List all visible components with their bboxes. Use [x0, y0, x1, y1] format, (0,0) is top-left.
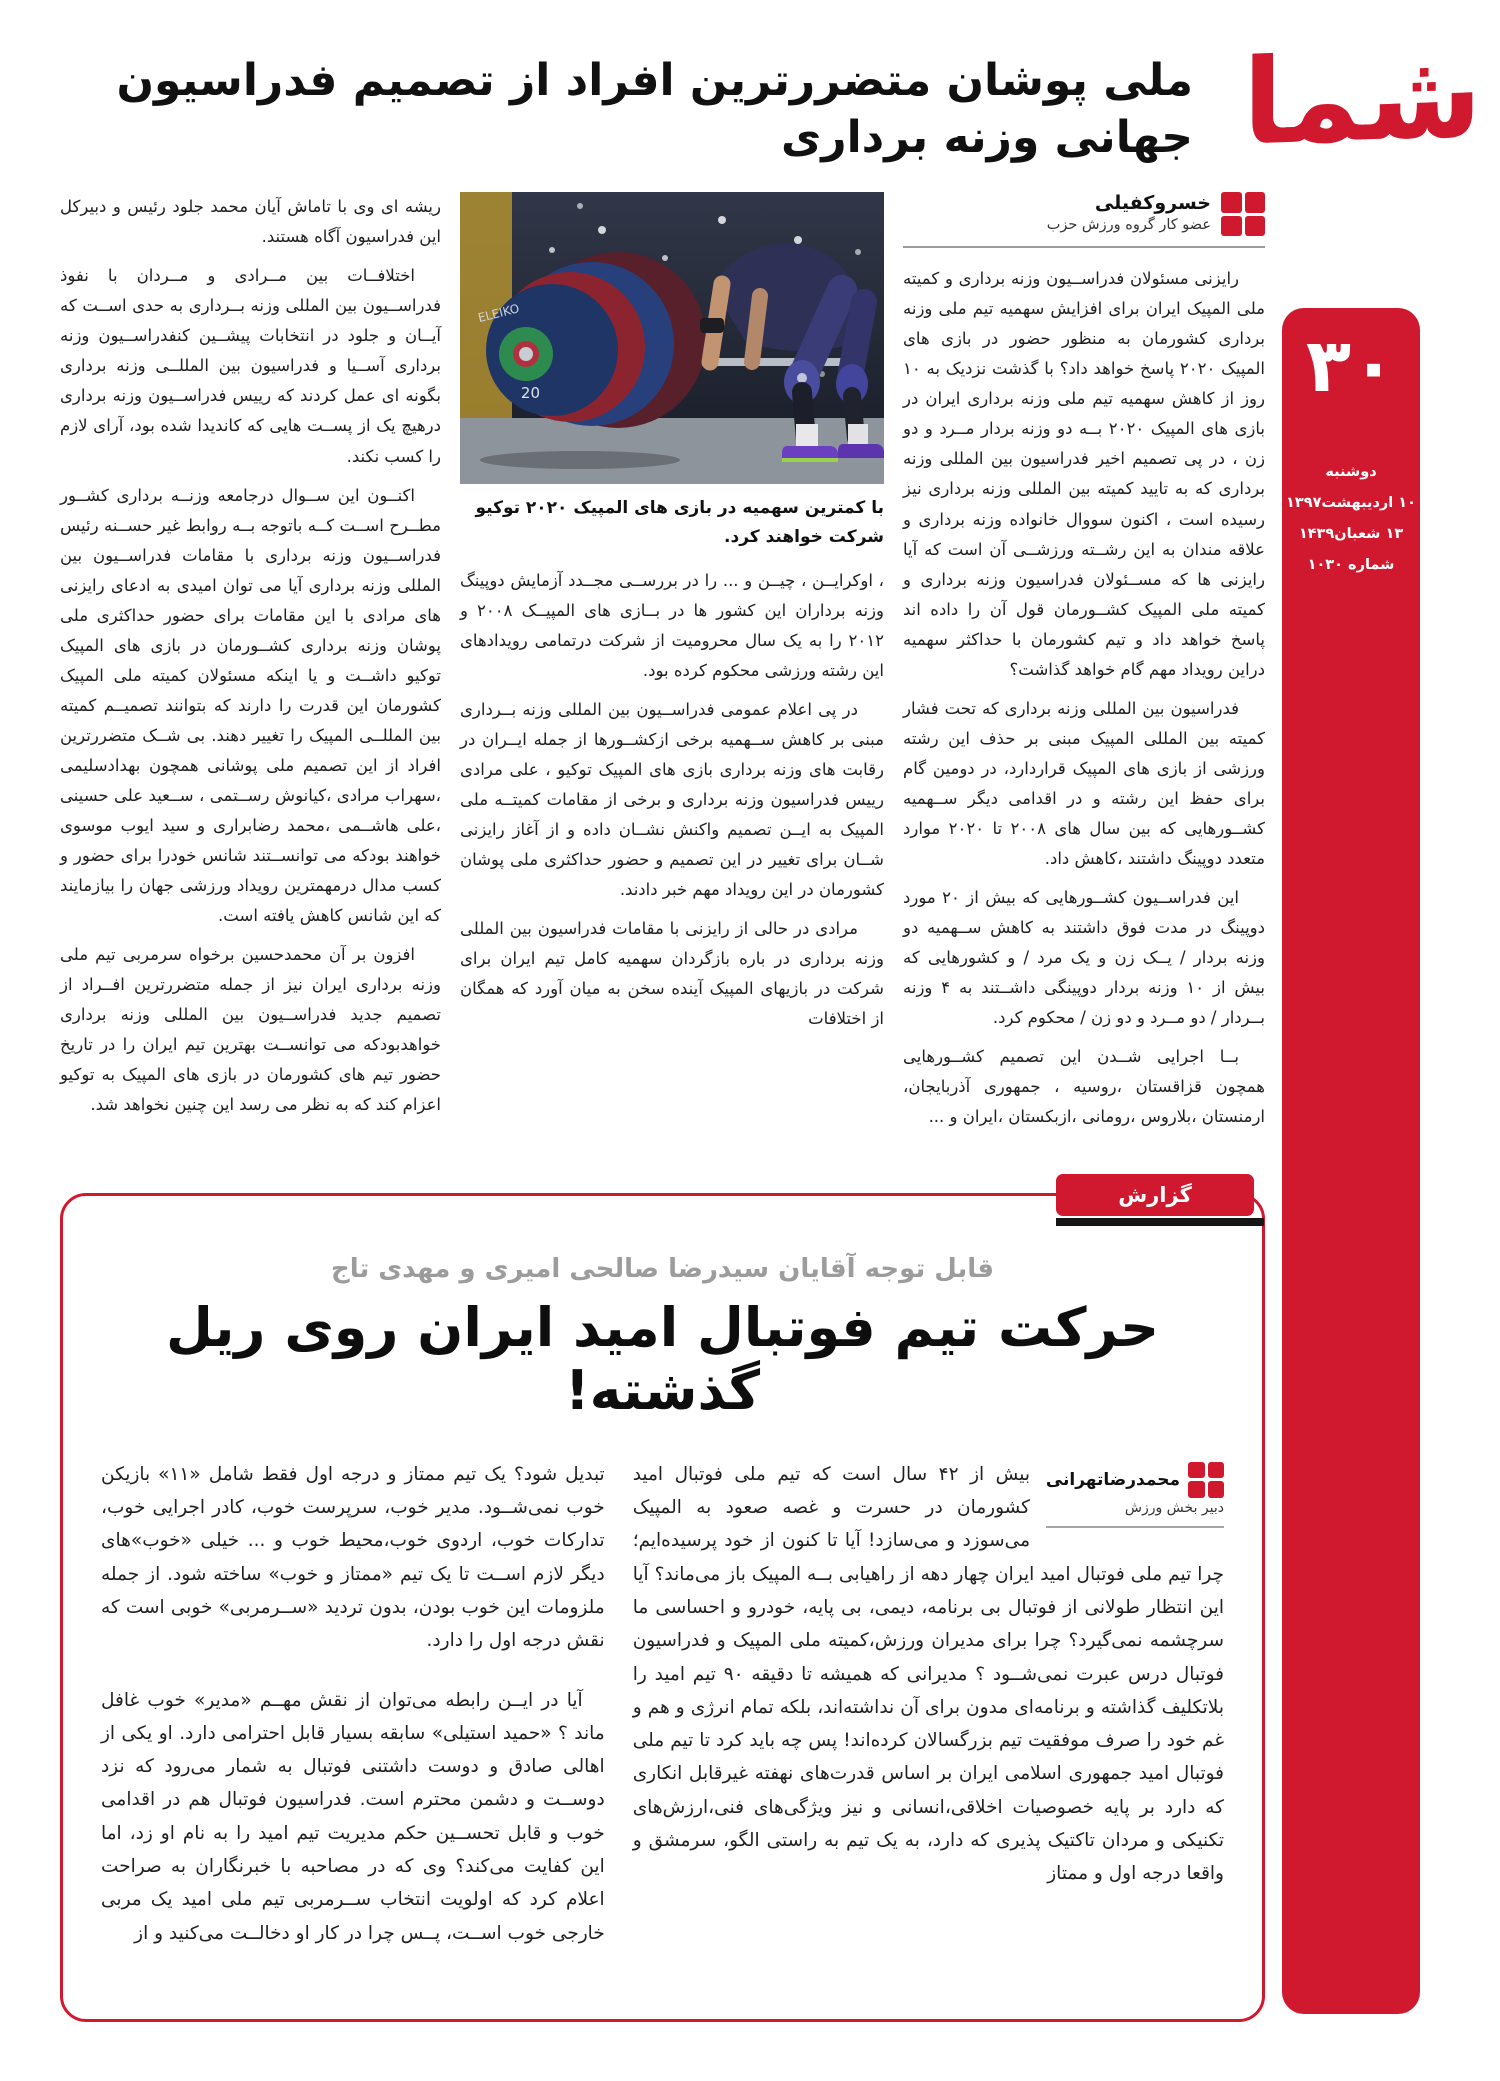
photo-caption: با کمترین سهمیه در بازی های المپیک ۲۰۲۰ توکیو شرکت خواهند کرد.	[475, 498, 884, 548]
body-paragraph: بــا اجرایی شــدن این تصمیم کشــورهایی همچون قزاقستان ،روسیه ، جمهوری آذربایجان، ارمنستان ،بلاروس ،رومانی ،ازبکستان ،ایران و ...	[903, 1046, 1265, 1126]
weekday: دوشنبه	[1325, 463, 1377, 480]
report-label: گزارش	[1056, 1174, 1254, 1216]
article1-column-middle	[460, 192, 884, 1043]
report-columns	[101, 1458, 1224, 1959]
date-solar: ۱۰ اردیبهشت۱۳۹۷	[1286, 494, 1416, 511]
body-paragraph: افزون بر آن محمدحسین برخواه سرمربی تیم ملی وزنه برداری ایران نیز از جمله متضررترین افــراد از تصمیم جدید فدراســیون بین المللی وزنه برداری خواهدبودکه می توانســت بهترین تیم ایران را در تاریخ حضور تیم های کشورمان در بازی های المپیک به توکیو اعزام کند که به نظر می رسد این چنین نخواهد شد.	[60, 944, 441, 1114]
body-paragraph: در پی اعلام عمومی فدراســیون بین المللی وزنه بــرداری مبنی بر کاهش ســهمیه برخی ازکشــورها از جمله ایــران در رقابت های وزنه برداری بازی های المپیک توکیو ، علی مرادی رییس فدراسیون وزنه برداری و برخی از مقامات کمیتــه ملی المپیک به ایــن تصمیم واکنش نشــان داده و از آغاز رایزنی شــان برای تغییر در این تصمیم و حضور حداکثری ملی پوشان کشورمان در این رویداد مهم خبر دادند.	[460, 700, 884, 900]
report-byline	[1046, 1462, 1224, 1528]
party-squares-icon	[1188, 1462, 1224, 1498]
body-paragraph: آیا در ایــن رابطه می‌توان از نقش مهــم «مدیر» خوب غافل ماند ؟ «حمید استیلی» سابقه بسیار قابل احترامی دارد. او یکی از اهالی صادق و دوست داشتنی فوتبال به شمار می‌رود که نزد دوســت و دشمن محترم است. فدراسیون فوتبال هم در اقدامی خوب و قابل تحســین حکم مدیریت تیم امید را به نام او زد، اما این کفایت می‌کند؟ وی که در مصاحبه با خبرنگاران به صراحت اعلام کرد که اولویت انتخاب ســرمربی تیم ملی امید یک مربی خارجی خوب اســت، پــس چرا در کار او دخالــت می‌کنید و از	[101, 1689, 605, 1944]
body-paragraph: ریشه ای وی با تاماش آیان محمد جلود رئیس و دبیرکل این فدراسیون آگاه هستند.	[60, 197, 441, 247]
report-column-right	[633, 1458, 1224, 1900]
issue-number: شماره ۱۰۳۰	[1307, 557, 1395, 574]
author-role: عضو کار گروه ورزش حزب	[1046, 217, 1211, 234]
newspaper-logo: شما	[1242, 25, 1482, 172]
body-paragraph: این فدراســیون کشــورهایی که بیش از ۲۰ مورد دوپینگ در مدت فوق داشتند به کاهش ســهمیه دو وزنه بردار / یــک زن و یک مرد / و کشورهایی که بیش از ۱۰ وزنه بردار دوپینگی داشــتند به ۴ وزنه بــردار / دو مــرد و دو زن / محکوم کرد.	[903, 887, 1266, 1027]
body-paragraph: اکنــون این ســوال درجامعه وزنــه برداری کشــور مطــرح اســت کــه باتوجه بــه روابط غیر حســنه رئیس فدراســیون وزنه برداری با مقامات فدراســیون بین المللی وزنه برداری آیا می توان امیدی به ادعای رایزنی های مرادی با این مقامات برای حضور حداکثری ملی پوشان وزنه برداری کشــورمان در بازی های المپیک توکیو داشــت و یا اینکه مسئولان کمیته ملی المپیک کشورمان این قدرت را دارند که بتوانند تصمیــم کمیته بین المللــی المپیک را تغییر دهند. بی شــک متضررترین افراد از این تصمیم ملی پوشانی همچون بهدادسلیمی ،سهراب مرادی ،کیانوش رســتمی ، ســعید علی حسینی ،علی هاشــمی ،محمد رضابراری و سید ایوب موسوی خواهند بودکه می توانســتند شانس خودرا برای حضور و کسب مدال درمهمترین رویداد ورزشی جهان را بیازمایند که این شانس کاهش یافته است.	[60, 485, 441, 925]
plate-shadow	[480, 451, 680, 469]
body-paragraph: تبدیل شود؟ یک تیم ممتاز و درجه اول فقط شامل «۱۱» بازیکن خوب نمی‌شــود. مدیر خوب، سرپرست خوب، کادر اجرایی خوب، تدارکات خوب، اردوی خوب،محیط خوب و ... خیلی «خوب»های دیگر لازم اســت تا یک تیم «ممتاز و خوب» ساخته شود. از جمله ملزومات این خوب بودن، بدون تردید «ســرمربی» خوبی است که نقش درجه اول را دارد.	[101, 1463, 605, 1652]
article1-column-right	[903, 192, 1265, 1140]
svg-text:20: 20	[520, 384, 540, 403]
article1-columns	[60, 192, 1265, 1140]
body-paragraph: رایزنی مسئولان فدراســیون وزنه برداری و کمیته ملی المپیک ایران برای افزایش سهمیه تیم ملی وزنه برداری کشورمان به منظور حضور در بازی های المپیک ۲۰۲۰ پاسخ خواهد داد؟ با گذشت نزدیک به ۱۰ روز از کاهش سهمیه تیم ملی وزنه برداری ایران در بازی های المپیک ۲۰۲۰ بــه دو وزنه بردار مــرد و دو زن ، در پی تصمیم اخیر فدراسیون بین المللی وزنه برداری که به تایید کمیته بین المللی وزنه برداری نیز رسیده است ، اکنون سووال خانواده وزنه برداری و علاقه مندان به این رشــته ورزشــی آن است که آیا رایزنی ها که مســئولان فدراسیون وزنه برداری و کمیته ملی المپیک کشــورمان قول آن را داده اند پاسخ خواهد داد و تیم کشورمان با حداکثر سهمیه دراین رویداد مهم گام خواهد گذاشت؟	[903, 269, 1265, 679]
body-paragraph: اختلافــات بین مــرادی و مــردان با نفوذ فدراســیون بین المللی وزنه بــرداری به حدی اســت که آیــان و جلود در انتخابات پیشــین کنفدراســیون وزنه برداری آســیا و فدراسیون بین المللــی وزنه برداری بگونه ای عمل کردند که رییس فدراســیون وزنه برداری درهیچ یک از پســت هایی که کاندیدا شده بود، آرای لازم را کسب نکند.	[60, 266, 441, 466]
weightlifter-photo	[460, 192, 884, 552]
report-section	[60, 1182, 1265, 2022]
report-label-underline	[1056, 1218, 1264, 1226]
body-paragraph: فدراسیون بین المللی وزنه برداری که تحت فشار کمیته بین المللی المپیک مبنی بر حذف این رشته ورزشی از بازی های المپیک قراردارد، در دومین گام برای حفظ این رشته و در اقدامی دیگر ســهمیه کشــورهایی که بین سال های ۲۰۰۸ تا ۲۰۲۰ موارد متعدد دوپینگ داشتند ،کاهش داد.	[903, 698, 1265, 868]
weightlifting-article	[60, 52, 1265, 1141]
weightlifter-photo-graphic	[460, 192, 884, 484]
report-author-role: دبیر بخش ورزش	[1124, 1499, 1224, 1516]
report-kicker: قابل توجه آقایان سیدرضا صالحی امیری و مهدی تاج	[330, 1253, 995, 1284]
date-block	[1282, 457, 1420, 582]
report-headline: حرکت تیم فوتبال امید ایران روی ریل گذشته!	[165, 1295, 1160, 1422]
svg-text:ELEIKO: ELEIKO	[476, 301, 521, 326]
article1-byline	[903, 192, 1265, 248]
body-paragraph: بیش از ۴۲ سال است که تیم ملی فوتبال امید کشورمان در حسرت و غصه صعود به المپیک می‌سوزد و می‌سازد! آیا تا کنون از خود پرسیده‌ایم؛ چرا تیم ملی فوتبال امید ایران چهار دهه از راهیابی بــه المپیک باز می‌ماند؟ آیا این انتظار طولانی از فوتبال بی برنامه، دیمی، بی پایه، خودرو و احساسی ما سرچشمه نمی‌گیرد؟ چرا برای مدیران ورزش،کمیته ملی المپیک و فدراسیون فوتبال درس عبرت نمی‌شــود ؟ مدیرانی که همیشه تا دقیقه ۹۰ تیم امید را بلاتکلیف گذاشته و برنامه‌ای مدون برای آن نداشته‌اند، بلکه تمام انرژی و هم و غم خود را صرف موفقیت تیم بزرگسالان کرده‌اند! پس چه باید کرد تا تیم ملی فوتبال امید جمهوری اسلامی ایران بر اساس قدرت‌های نهفته غیرقابل انکاری که دارد بر پایه خصوصیات اخلاقی،انسانی و نیز ویژگی‌های فنی،ارزش‌های تکنیکی و مردان تاکتیک پذیری که دارد، به یک تیم به راستی الگو، سرمشق و واقعا درجه اول و ممتاز	[632, 1463, 1224, 1885]
date-lunar: ۱۳ شعبان۱۴۳۹	[1298, 526, 1404, 543]
body-paragraph: مرادی در حالی از رایزنی با مقامات فدراسیون بین المللی وزنه برداری در باره بازگردان سهمیه کامل تیم ایران برای شرکت در بازیهای المپیک آینده سخن به میان آورد که همگان از اختلافات	[460, 919, 884, 1029]
article1-headline: ملی پوشان متضررترین افراد از تصمیم فدراسیون جهانی وزنه برداری	[116, 55, 1193, 164]
party-squares-icon	[1221, 192, 1265, 236]
page-number: ۳۰	[1305, 323, 1397, 409]
author-name: خسروکفیلی	[1094, 192, 1211, 215]
sidebar-red-panel	[1282, 308, 1420, 2014]
body-paragraph: ، اوکرایــن ، چیــن و ... را در بررســی مجــدد آزمایش دوپینگ وزنه برداران این کشور ها در بــازی های المپیــک ۲۰۰۸ و ۲۰۱۲ را به یک سال محرومیت از شرکت درتمامی رویدادهای این رشته ورزشی محکوم کرده بود.	[460, 571, 884, 681]
report-tab-wrap	[1056, 1174, 1254, 1226]
report-author-name: محمدرضاتهرانی	[1045, 1469, 1180, 1490]
article1-column-left	[60, 192, 441, 1128]
main-content	[60, 52, 1265, 2022]
report-column-left	[101, 1458, 605, 1959]
